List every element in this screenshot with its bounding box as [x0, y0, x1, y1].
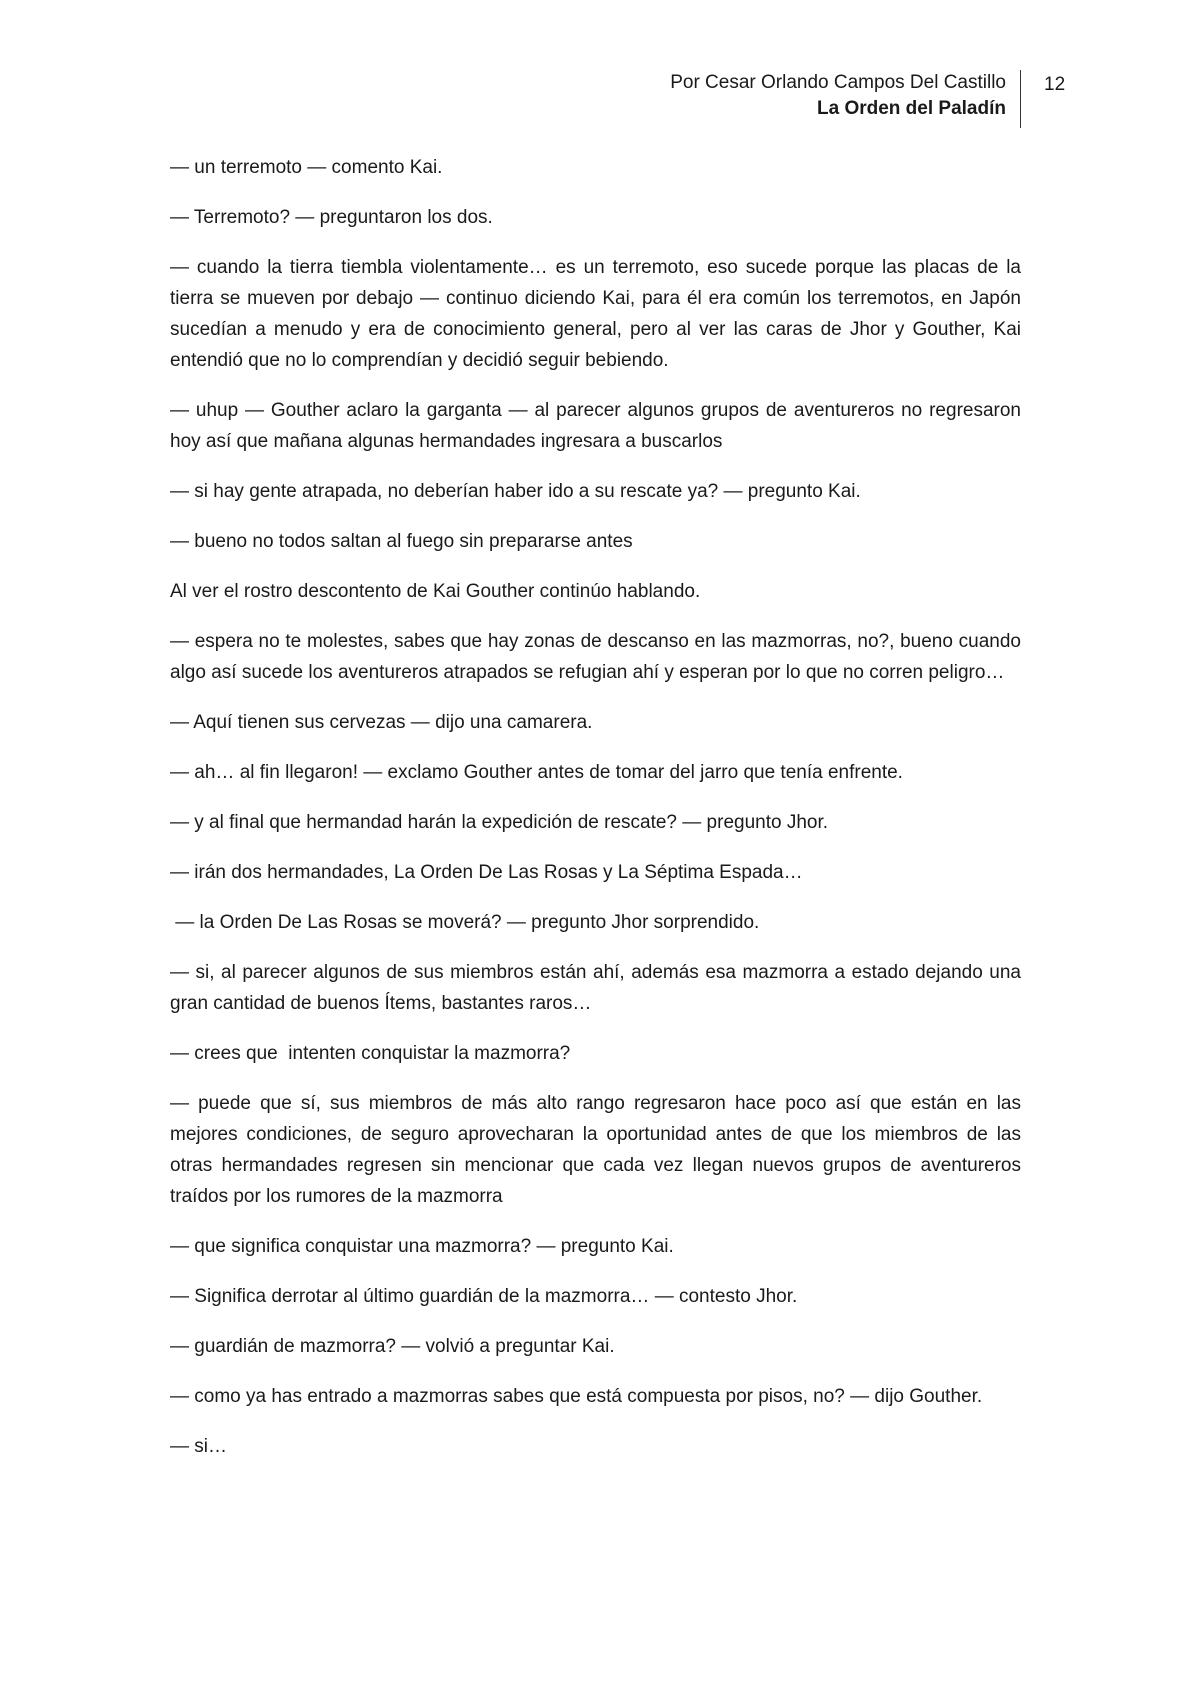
- page-number: 12: [1044, 74, 1066, 95]
- paragraph: Al ver el rostro descontento de Kai Gouther continúo hablando.: [170, 581, 701, 602]
- paragraph: — si hay gente atrapada, no deberían haber ido a su rescate ya? — pregunto Kai.: [170, 481, 861, 502]
- paragraph: — ah… al fin llegaron! — exclamo Gouther antes de tomar del jarro que tenía enfrente.: [170, 762, 903, 783]
- paragraph: — como ya has entrado a mazmorras sabes que está compuesta por pisos, no? — dijo Gouther.: [170, 1386, 983, 1407]
- paragraph: — si, al parecer algunos de sus miembros están ahí, además esa mazmorra a estado dejando una gran cantidad de buenos Ítems, bastantes raros…: [170, 962, 1021, 1014]
- paragraph: — puede que sí, sus miembros de más alto rango regresaron hace poco así que están en las mejores condiciones, de seguro aprovecharan la oportunidad antes de que los miembros de las otras hermandades regresen sin mencionar que cada vez llegan nuevos grupos de aventureros traídos por los rumores de la mazmorra: [170, 1093, 1021, 1207]
- paragraph: — un terremoto — comento Kai.: [170, 157, 443, 178]
- header-author: Por Cesar Orlando Campos Del Castillo: [670, 72, 1006, 93]
- paragraph: — espera no te molestes, sabes que hay zonas de descanso en las mazmorras, no?, bueno cuando algo así sucede los aventureros atrapados se refugian ahí y esperan por lo que no corren peligro…: [170, 631, 1021, 683]
- paragraph: — la Orden De Las Rosas se moverá? — pregunto Jhor sorprendido.: [170, 912, 760, 933]
- paragraph: — bueno no todos saltan al fuego sin prepararse antes: [170, 531, 633, 552]
- running-header: [670, 70, 1021, 128]
- paragraph: — irán dos hermandades, La Orden De Las Rosas y La Séptima Espada…: [170, 862, 803, 883]
- paragraph: — que significa conquistar una mazmorra? — pregunto Kai.: [170, 1236, 674, 1257]
- paragraph: — uhup — Gouther aclaro la garganta — al parecer algunos grupos de aventureros no regresaron hoy así que mañana algunas hermandades ingresara a buscarlos: [170, 400, 1021, 452]
- page-body: [170, 152, 1021, 1481]
- paragraph: — crees que intenten conquistar la mazmorra?: [170, 1043, 571, 1064]
- header-book-title: La Orden del Paladín: [817, 98, 1006, 119]
- paragraph: — Terremoto? — preguntaron los dos.: [170, 207, 493, 228]
- paragraph: — Aquí tienen sus cervezas — dijo una camarera.: [170, 712, 593, 733]
- paragraph: — y al final que hermandad harán la expedición de rescate? — pregunto Jhor.: [170, 812, 829, 833]
- paragraph: — cuando la tierra tiembla violentamente… es un terremoto, eso sucede porque las placas de la tierra se mueven por debajo — continuo diciendo Kai, para él era común los terremotos, en Japón sucedían a menudo y era de conocimiento general, pero al ver las caras de Jhor y Gouther, Kai entendió que no lo comprendían y decidió seguir bebiendo.: [170, 257, 1021, 371]
- paragraph: — Significa derrotar al último guardián de la mazmorra… — contesto Jhor.: [170, 1286, 798, 1307]
- paragraph: — si…: [170, 1436, 227, 1457]
- paragraph: — guardián de mazmorra? — volvió a preguntar Kai.: [170, 1336, 615, 1357]
